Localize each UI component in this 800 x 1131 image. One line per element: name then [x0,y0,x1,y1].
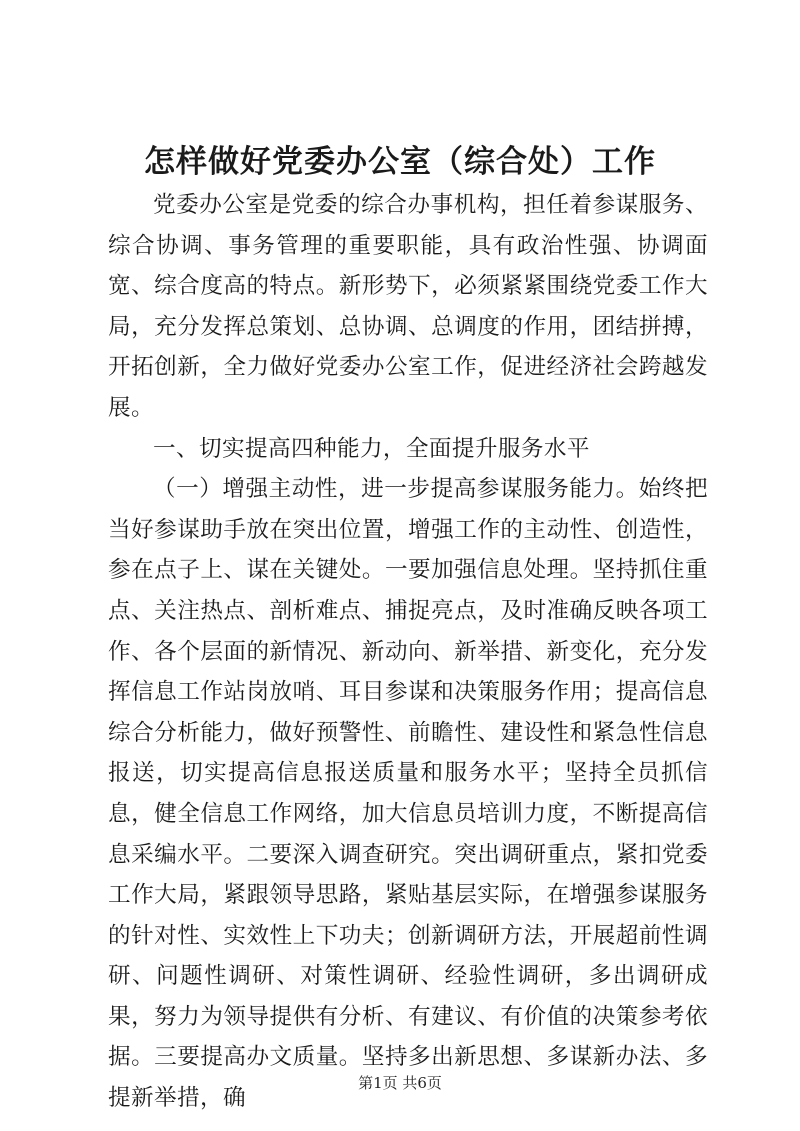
document-body [108,185,708,1119]
document-title: 怎样做好党委办公室（综合处）工作 [144,144,656,180]
paragraph-intro: 党委办公室是党委的综合办事机构，担任着参谋服务、综合协调、事务管理的重要职能，具有政治性强、协调面宽、综合度高的特点。新形势下，必须紧紧围绕党委工作大局，充分发挥总策划、总协调、总调度的作用，团结拼搏，开拓创新，全力做好党委办公室工作，促进经济社会跨越发展。 [108,192,708,421]
section-heading: 一、切实提高四种能力，全面提升服务水平 [153,435,590,462]
paragraph-section-1-1: （一）增强主动性，进一步提高参谋服务能力。始终把当好参谋助手放在突出位置，增强工作的主动性、创造性，参在点子上、谋在关键处。一要加强信息处理。坚持抓住重点、关注热点、剖析难点、捕捉亮点，及时准确反映各项工作、各个层面的新情况、新动向、新举措、新变化，充分发挥信息工作站岗放哨、耳目参谋和决策服务作用；提高信息综合分析能力，做好预警性、前瞻性、建设性和紧急性信息报送，切实提高信息报送质量和服务水平；坚持全员抓信息，健全信息工作网络，加大信息员培训力度，不断提高信息采编水平。二要深入调查研究。突出调研重点，紧扣党委工作大局，紧跟领导思路，紧贴基层实际，在增强参谋服务的针对性、实效性上下功夫；创新调研方法，开展超前性调研、问题性调研、对策性调研、经验性调研，多出调研成果，努力为领导提供有分析、有建议、有价值的决策参考依据。三要提高办文质量。坚持多出新思想、多谋新办法、多提新举措，确 [108,476,708,1112]
page-footer: 第1页 共6页 [358,1074,442,1092]
